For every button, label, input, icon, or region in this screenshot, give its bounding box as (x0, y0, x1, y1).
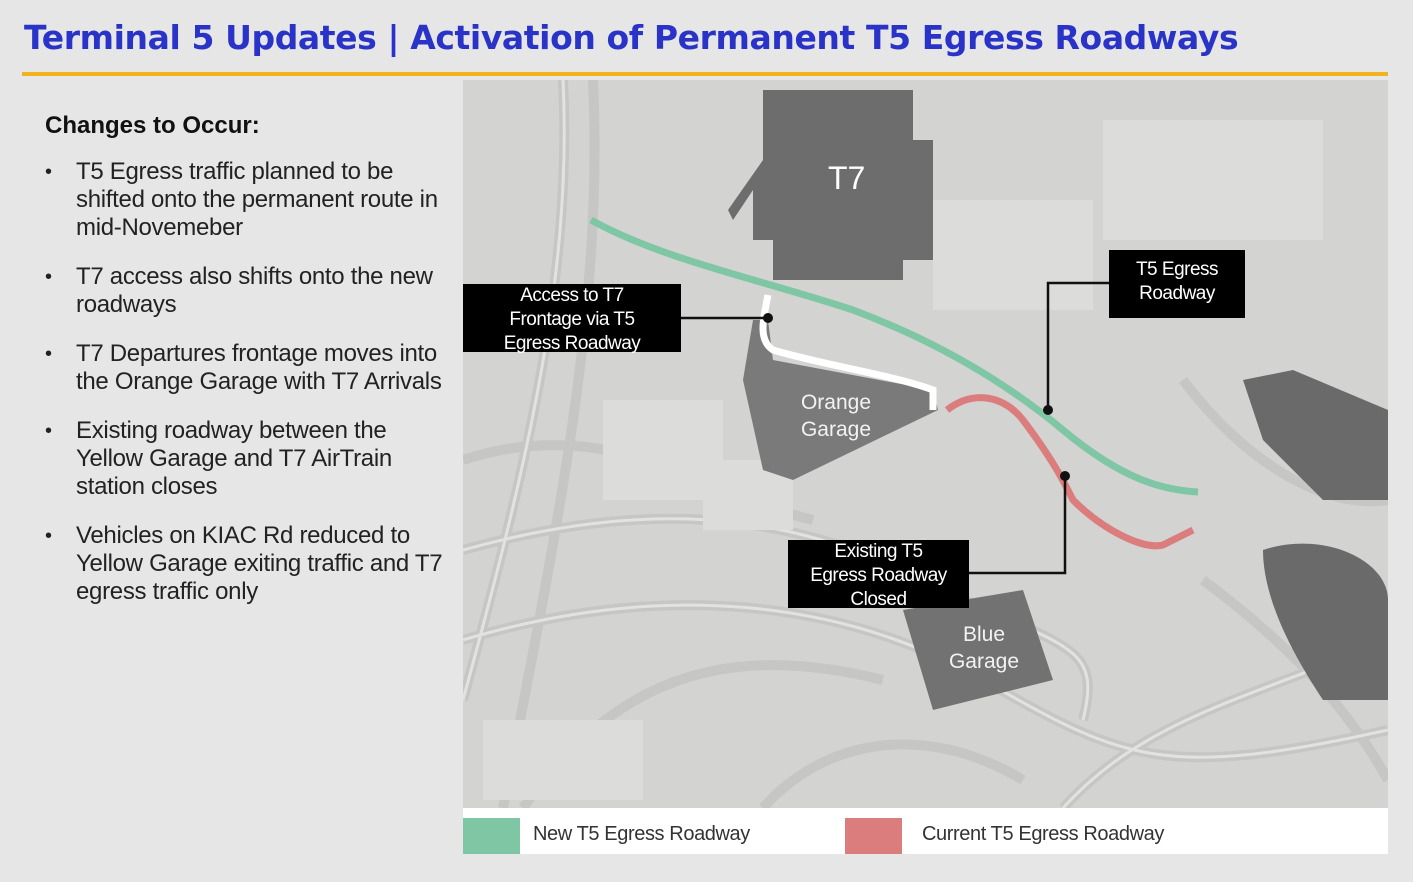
legend-swatch-current (845, 818, 902, 854)
bullet-icon: • (45, 420, 52, 442)
list-item (45, 417, 445, 501)
page-title: Terminal 5 Updates | Activation of Permanent T5 Egress Roadways (24, 18, 1239, 57)
list-item (45, 522, 445, 606)
t7-label: T7 (828, 160, 866, 196)
list-item (45, 263, 445, 319)
list-item (45, 340, 445, 396)
legend-swatch-new (463, 818, 520, 854)
bullet-icon: • (45, 525, 52, 547)
callout-access-t7: Access to T7 Frontage via T5 Egress Roadway (463, 284, 681, 352)
bullet-icon: • (45, 266, 52, 288)
list-item-text: Existing roadway between the Yellow Garage and T7 AirTrain station closes (76, 417, 392, 500)
map-legend (463, 808, 1388, 854)
map-drawing (463, 80, 1388, 808)
changes-panel (45, 112, 445, 627)
leader-line-existing (968, 476, 1065, 573)
list-item-text: T5 Egress traffic planned to be shifted onto the permanent route in mid-Novemeber (76, 158, 438, 241)
list-item (45, 158, 445, 242)
current-route-line (947, 398, 1193, 546)
bullet-icon: • (45, 343, 52, 365)
callout-dot-t5 (1043, 405, 1053, 415)
airport-map (463, 80, 1388, 808)
callout-dot-existing (1060, 471, 1070, 481)
changes-heading: Changes to Occur: (45, 112, 260, 139)
blue-garage-label: Blue Garage (948, 623, 1020, 673)
legend-label-new: New T5 Egress Roadway (533, 823, 750, 845)
bullet-icon: • (45, 161, 52, 183)
changes-list (45, 158, 445, 606)
callout-existing-closed: Existing T5 Egress Roadway Closed (788, 540, 969, 608)
title-underline (22, 72, 1388, 76)
list-item-text: T7 access also shifts onto the new roadways (76, 263, 433, 318)
callout-dot-access (763, 313, 773, 323)
list-item-text: Vehicles on KIAC Rd reduced to Yellow Garage exiting traffic and T7 egress traffic only (76, 522, 443, 605)
callout-t5-egress: T5 Egress Roadway (1109, 250, 1245, 318)
legend-label-current: Current T5 Egress Roadway (922, 823, 1164, 845)
orange-garage-label: Orange Garage (800, 391, 872, 441)
list-item-text: T7 Departures frontage moves into the Orange Garage with T7 Arrivals (76, 340, 442, 395)
t5-building (1243, 370, 1388, 700)
